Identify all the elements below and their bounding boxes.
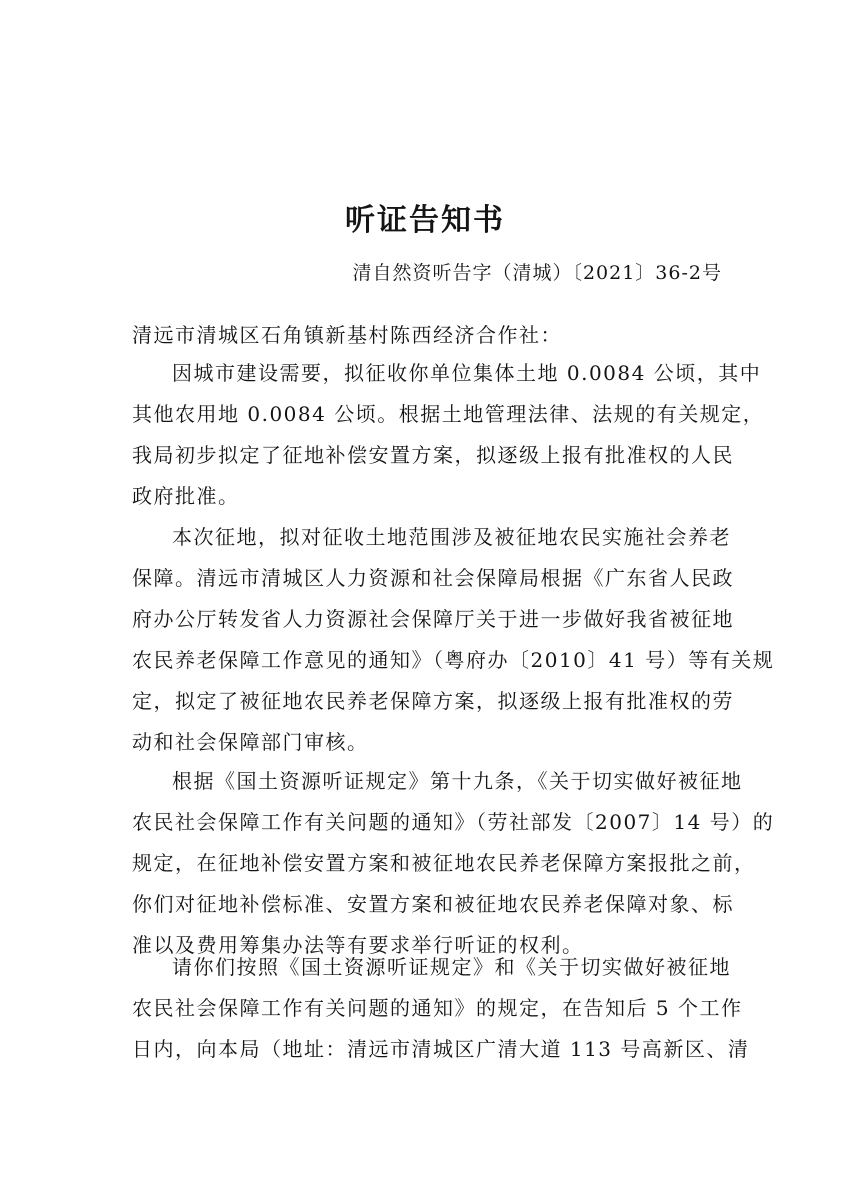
text-line: 请你们按照《国土资源听证规定》和《关于切实做好被征地: [172, 955, 731, 979]
text-line: 政府批准。: [132, 484, 240, 508]
text-line: 日内，向本局（地址：清远市清城区广清大道 113 号高新区、清: [132, 1037, 750, 1061]
text-line: 农民社会保障工作有关问题的通知》的规定，在告知后 5 个工作: [132, 996, 743, 1020]
text-line: 定，拟定了被征地农民养老保障方案，拟逐级上报有批准权的劳: [132, 689, 734, 713]
text-line: 动和社会保障部门审核。: [132, 730, 369, 754]
text-line: 保障。清远市清城区人力资源和社会保障局根据《广东省人民政: [132, 566, 734, 590]
text-line: 规定，在征地补偿安置方案和被征地农民养老保障方案报批之前，: [132, 851, 756, 875]
document-number: 清自然资听告字（清城）〔2021〕36-2号: [352, 262, 722, 284]
text-line: 府办公厅转发省人力资源社会保障厅关于进一步做好我省被征地: [132, 607, 734, 631]
text-line: 农民社会保障工作有关问题的通知》（劳社部发〔2007〕14 号）的: [132, 810, 775, 834]
paragraph-hearing-request: [132, 947, 750, 1070]
text-line: 农民养老保障工作意见的通知》（粤府办〔2010〕41 号）等有关规: [132, 648, 775, 672]
text-line: 准以及费用筹集办法等有要求举行听证的权利。: [132, 933, 584, 957]
text-line: 你们对征地补偿标准、安置方案和被征地农民养老保障对象、标: [132, 892, 734, 916]
text-line: 其他农用地 0.0084 公顷。根据土地管理法律、法规的有关规定，: [132, 402, 765, 426]
document-title: 听证告知书: [345, 203, 505, 238]
addressee: 清远市清城区石角镇新基村陈西经济合作社：: [132, 323, 562, 347]
text-line: 我局初步拟定了征地补偿安置方案，拟逐级上报有批准权的人民: [132, 443, 734, 467]
text-line: 因城市建设需要，拟征收你单位集体土地 0.0084 公顷，其中: [172, 361, 762, 385]
paragraph-hearing-rights: [132, 761, 775, 966]
text-line: 本次征地，拟对征收土地范围涉及被征地农民实施社会养老: [172, 525, 731, 549]
paragraph-land-acquisition: [132, 353, 765, 517]
paragraph-social-security: [132, 517, 775, 763]
text-line: 根据《国土资源听证规定》第十九条，《关于切实做好被征地: [172, 769, 743, 793]
